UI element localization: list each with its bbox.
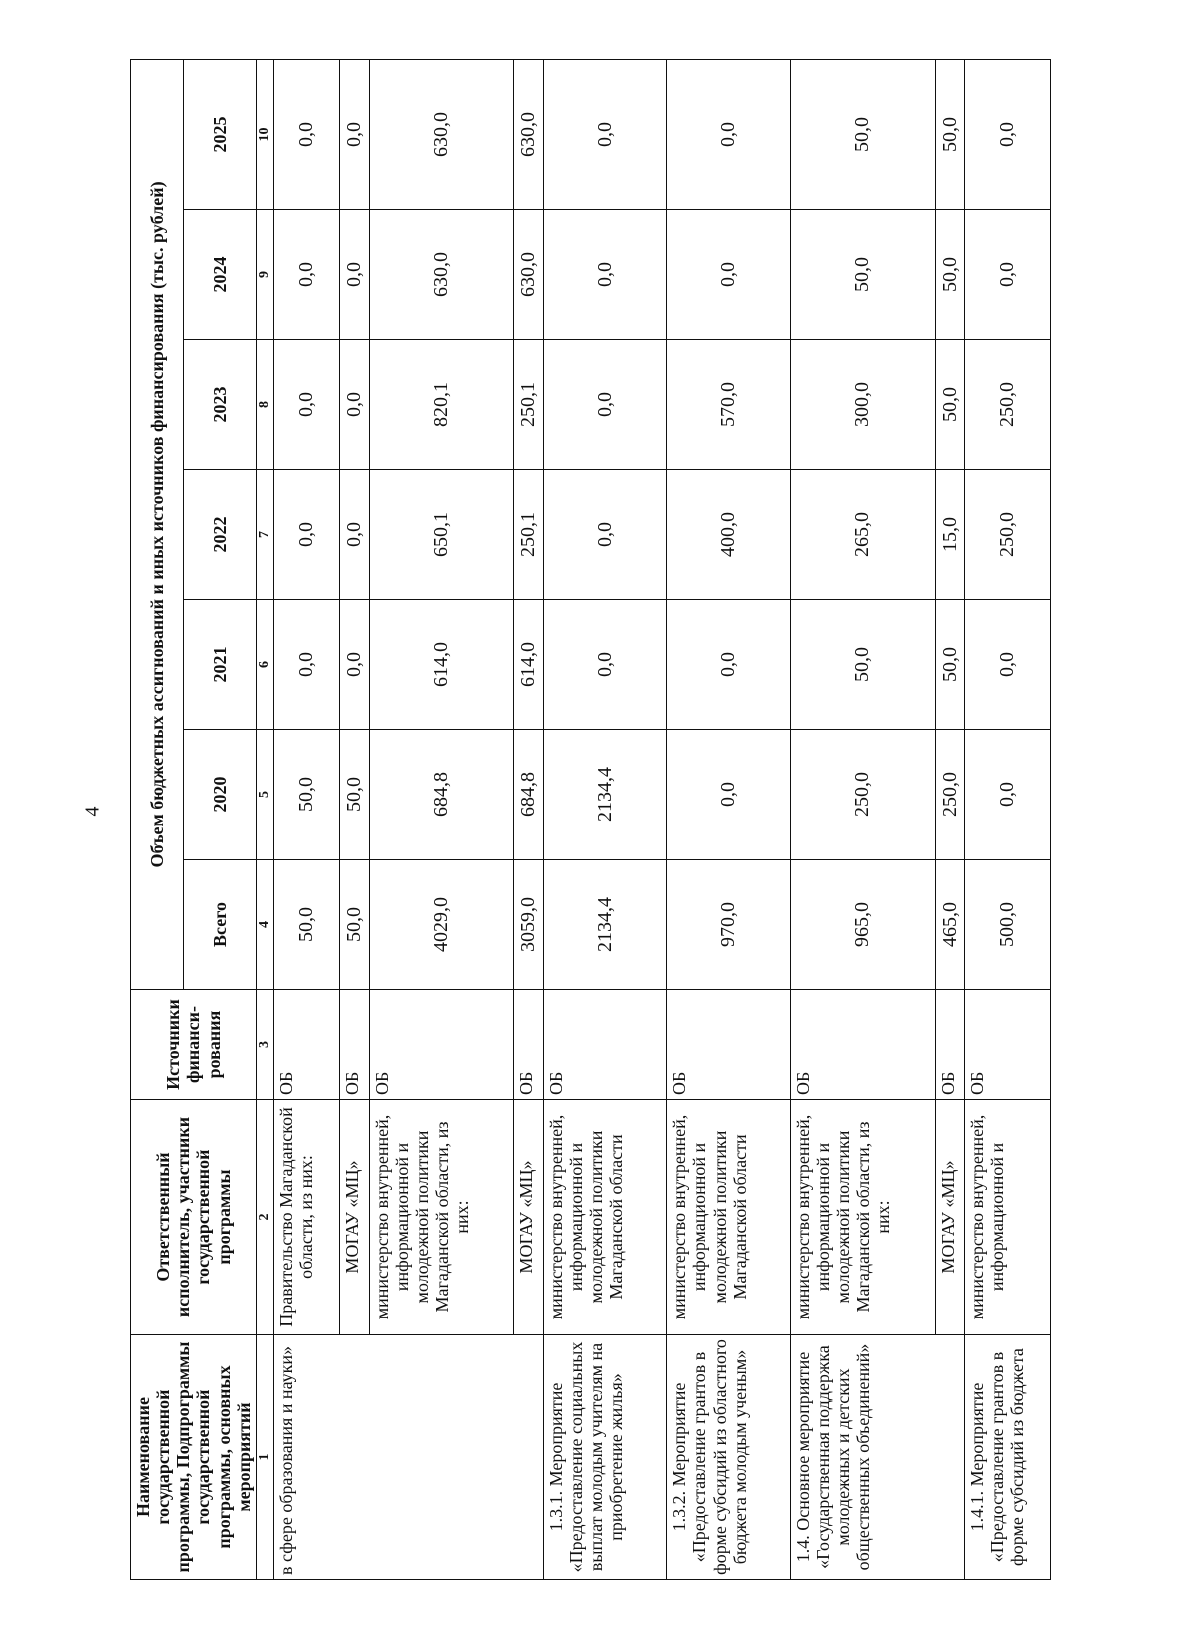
row-value: 0,0 — [965, 600, 1051, 730]
table-row — [790, 59, 935, 1579]
row-value: 15,0 — [935, 470, 964, 600]
row-value: 0,0 — [340, 470, 369, 600]
col-number: 10 — [256, 59, 273, 209]
col-number: 6 — [256, 600, 273, 730]
header-col2: Ответственный исполнитель, участники государственной программы — [131, 1100, 257, 1335]
row-name: 1.3.1. Мероприятие «Предоставление социальных выплат молодым учителям на приобретение жилья» — [543, 1335, 666, 1580]
col-number: 7 — [256, 470, 273, 600]
row-name: 1.4. Основное мероприятие «Государственная поддержка молодежных и детских общественных объединений» — [790, 1335, 964, 1580]
row-source: ОБ — [340, 990, 369, 1100]
row-source: ОБ — [514, 990, 543, 1100]
row-value: 684,8 — [514, 730, 543, 860]
row-executor: министерство внутренней, информационной и молодежной политики Магаданской области, из них: — [790, 1100, 935, 1335]
header-year-2021: 2021 — [183, 600, 256, 730]
row-value: 0,0 — [965, 59, 1051, 209]
row-value: 50,0 — [273, 730, 340, 860]
row-value: 50,0 — [790, 600, 935, 730]
col-number: 2 — [256, 1100, 273, 1335]
header-year-2024: 2024 — [183, 210, 256, 340]
row-value: 265,0 — [790, 470, 935, 600]
row-executor: министерство внутренней, информационной и молодежной политики Магаданской области, из них: — [369, 1100, 514, 1335]
row-value: 0,0 — [273, 210, 340, 340]
row-value: 500,0 — [965, 860, 1051, 990]
row-value: 0,0 — [965, 210, 1051, 340]
funding-table — [130, 59, 1051, 1580]
row-value: 2134,4 — [543, 730, 666, 860]
row-value: 300,0 — [790, 340, 935, 470]
row-value: 0,0 — [667, 600, 790, 730]
row-value: 820,1 — [369, 340, 514, 470]
row-value: 0,0 — [543, 340, 666, 470]
row-value: 570,0 — [667, 340, 790, 470]
row-value: 0,0 — [667, 730, 790, 860]
row-value: 965,0 — [790, 860, 935, 990]
row-executor: Правительство Магаданской области, из них: — [273, 1100, 340, 1335]
row-value: 630,0 — [514, 210, 543, 340]
row-value: 400,0 — [667, 470, 790, 600]
row-value: 0,0 — [667, 210, 790, 340]
row-value: 0,0 — [965, 730, 1051, 860]
row-value: 250,1 — [514, 470, 543, 600]
header-year-2023: 2023 — [183, 340, 256, 470]
row-value: 614,0 — [514, 600, 543, 730]
row-value: 50,0 — [935, 600, 964, 730]
row-executor: министерство внутренней, информационной и — [965, 1100, 1051, 1335]
row-value: 0,0 — [340, 210, 369, 340]
row-value: 50,0 — [935, 59, 964, 209]
row-value: 465,0 — [935, 860, 964, 990]
row-name: 1.3.2. Мероприятие «Предоставление грантов в форме субсидий из областного бюджета молодым ученым» — [667, 1335, 790, 1580]
header-col3: Источники финанси- рования — [131, 990, 257, 1100]
col-number: 9 — [256, 210, 273, 340]
row-value: 50,0 — [340, 730, 369, 860]
col-number: 3 — [256, 990, 273, 1100]
table-row — [273, 59, 340, 1579]
row-value: 50,0 — [790, 210, 935, 340]
row-value: 50,0 — [935, 340, 964, 470]
row-value: 684,8 — [369, 730, 514, 860]
header-year-total: Всего — [183, 860, 256, 990]
row-value: 0,0 — [273, 340, 340, 470]
row-executor: МОГАУ «МЦ» — [514, 1100, 543, 1335]
row-value: 0,0 — [273, 470, 340, 600]
row-value: 0,0 — [543, 600, 666, 730]
header-col1: Наименование государственной программы, Подпрограммы государственной программы, основных мероприятий — [131, 1335, 257, 1580]
table-row — [667, 59, 790, 1579]
row-executor: министерство внутренней, информационной и молодежной политики Магаданской области — [543, 1100, 666, 1335]
row-source: ОБ — [543, 990, 666, 1100]
row-value: 50,0 — [273, 860, 340, 990]
table-row — [965, 59, 1051, 1579]
row-value: 614,0 — [369, 600, 514, 730]
row-value: 0,0 — [273, 59, 340, 209]
rotated-table-container — [130, 60, 1028, 1580]
page-number: 4 — [81, 806, 104, 817]
col-number: 5 — [256, 730, 273, 860]
col-number: 8 — [256, 340, 273, 470]
col-number: 1 — [256, 1335, 273, 1580]
header-year-2025: 2025 — [183, 59, 256, 209]
row-value: 50,0 — [340, 860, 369, 990]
row-executor: МОГАУ «МЦ» — [935, 1100, 964, 1335]
row-value: 0,0 — [543, 210, 666, 340]
row-value: 250,0 — [935, 730, 964, 860]
row-value: 650,1 — [369, 470, 514, 600]
row-executor: министерство внутренней, информационной и молодежной политики Магаданской области — [667, 1100, 790, 1335]
table-row — [543, 59, 666, 1579]
col-number: 4 — [256, 860, 273, 990]
row-value: 3059,0 — [514, 860, 543, 990]
row-value: 250,0 — [965, 470, 1051, 600]
row-value: 0,0 — [667, 59, 790, 209]
header-year-2022: 2022 — [183, 470, 256, 600]
row-executor: МОГАУ «МЦ» — [340, 1100, 369, 1335]
row-value: 250,0 — [965, 340, 1051, 470]
row-value: 0,0 — [340, 600, 369, 730]
row-value: 0,0 — [543, 470, 666, 600]
row-source: ОБ — [369, 990, 514, 1100]
row-source: ОБ — [935, 990, 964, 1100]
row-name: в сфере образования и науки» — [273, 1335, 543, 1580]
row-value: 50,0 — [790, 59, 935, 209]
row-value: 250,0 — [790, 730, 935, 860]
row-value: 0,0 — [340, 59, 369, 209]
row-value: 250,1 — [514, 340, 543, 470]
row-value: 970,0 — [667, 860, 790, 990]
row-source: ОБ — [790, 990, 935, 1100]
row-value: 0,0 — [543, 59, 666, 209]
row-source: ОБ — [273, 990, 340, 1100]
header-year-2020: 2020 — [183, 730, 256, 860]
row-value: 630,0 — [369, 210, 514, 340]
row-value: 50,0 — [935, 210, 964, 340]
row-source: ОБ — [667, 990, 790, 1100]
header-funding-group: Объем бюджетных ассигнований и иных источников финансирования (тыс. рублей) — [131, 59, 184, 989]
row-value: 0,0 — [273, 600, 340, 730]
row-value: 0,0 — [340, 340, 369, 470]
row-value: 630,0 — [514, 59, 543, 209]
row-name: 1.4.1. Мероприятие «Предоставление грантов в форме субсидий из бюджета — [965, 1335, 1051, 1580]
row-source: ОБ — [965, 990, 1051, 1100]
row-value: 630,0 — [369, 59, 514, 209]
row-value: 4029,0 — [369, 860, 514, 990]
row-value: 2134,4 — [543, 860, 666, 990]
